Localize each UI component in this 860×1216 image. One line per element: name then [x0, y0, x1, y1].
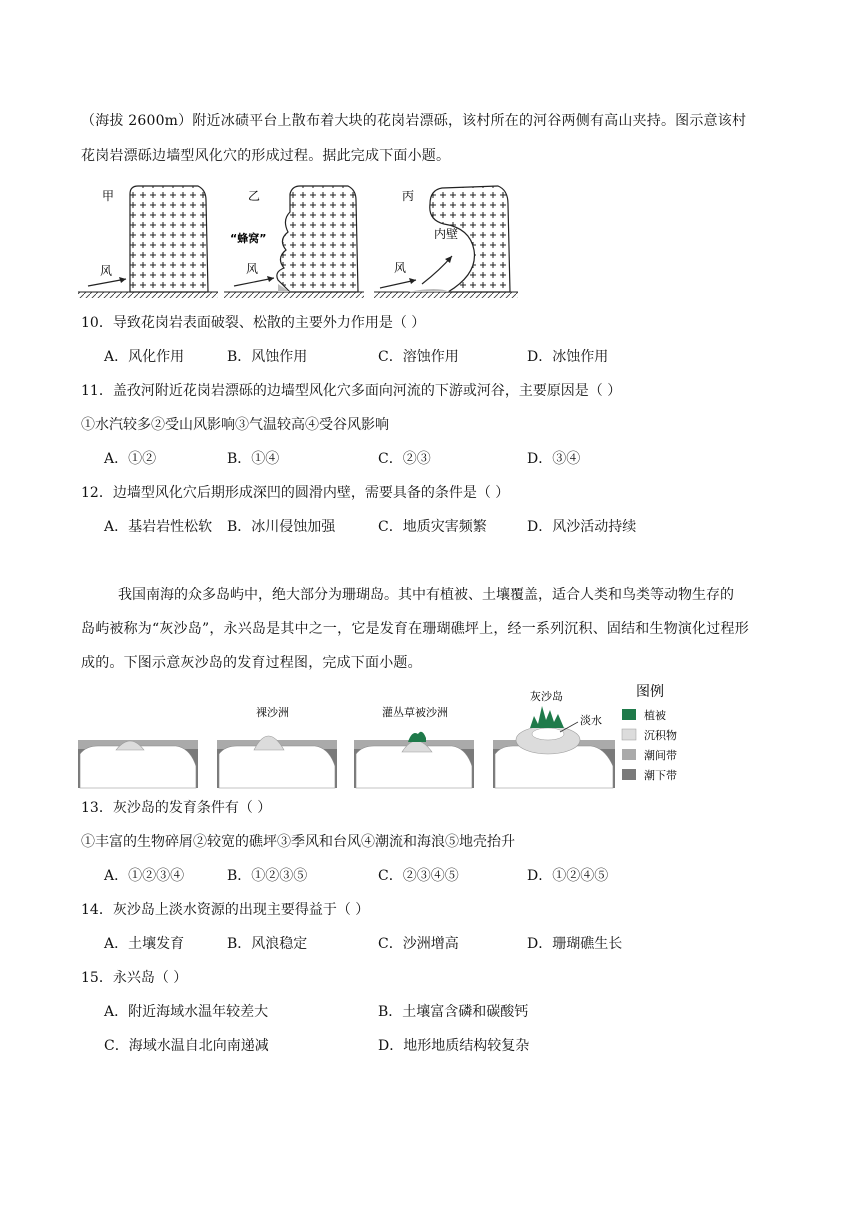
honeycomb-label: “蜂窝” [230, 232, 267, 245]
wind-label-2: 风 [246, 262, 259, 276]
q14-option-d[interactable]: D．珊瑚礁生长 [527, 936, 623, 952]
q13-choices: ①丰富的生物碎屑②较宽的礁坪③季风和台风④潮流和海浪⑤地壳抬升 [81, 834, 515, 850]
panel-jia [78, 186, 218, 298]
stage-label-bare-sand: 裸沙洲 [256, 706, 289, 719]
q15-option-a[interactable]: A．附近海域水温年较差大 [104, 1004, 269, 1020]
legend-label-subtidal: 潮下带 [644, 769, 677, 782]
q15-option-c[interactable]: C．海域水温自北向南递减 [104, 1038, 269, 1054]
q11-option-b[interactable]: B．①④ [227, 451, 280, 467]
intro2-line-3: 成的。下图示意灰沙岛的发育过程图，完成下面小题。 [81, 655, 422, 671]
q11-choices: ①水汽较多②受山风影响③气温较高④受谷风影响 [81, 417, 389, 433]
stage-2 [217, 705, 337, 788]
intro2-line-2: 岛屿被称为“灰沙岛”，永兴岛是其中之一，它是发育在珊瑚礁坪上，经一系列沉积、固结和生物演化过程形 [81, 621, 749, 637]
intro2-line-1: 我国南海的众多岛屿中，绝大部分为珊瑚岛。其中有植被、土壤覆盖，适合人类和鸟类等动物生存的 [118, 587, 734, 603]
legend-label-vegetation: 植被 [644, 709, 666, 722]
question-15-stem: 15．永兴岛（ ） [81, 970, 188, 986]
inner-wall-label: 内壁 [434, 227, 459, 241]
q11-option-c[interactable]: C．②③ [378, 451, 431, 467]
legend [622, 684, 677, 782]
question-11-stem: 11．盖孜河附近花岗岩漂砾的边墙型风化穴多面向河流的下游或河谷，主要原因是（ ） [81, 383, 622, 399]
q12-option-c[interactable]: C．地质灾害频繁 [378, 519, 487, 535]
q12-option-d[interactable]: D．风沙活动持续 [527, 519, 637, 535]
q10-option-d[interactable]: D．冰蚀作用 [527, 349, 609, 365]
stage-1 [78, 740, 198, 788]
stage-label-shrub-sand: 灌丛草被沙洲 [382, 706, 448, 719]
q14-option-c[interactable]: C．沙洲增高 [378, 936, 459, 952]
panel-label-yi: 乙 [248, 189, 261, 203]
weathering-pit-figure [78, 180, 518, 300]
q13-option-c[interactable]: C．②③④⑤ [378, 868, 459, 884]
panel-yi [224, 186, 364, 298]
q15-option-d[interactable]: D．地形地质结构较复杂 [378, 1038, 530, 1054]
legend-swatch-sediment [622, 729, 636, 740]
q14-option-b[interactable]: B．风浪稳定 [227, 936, 308, 952]
q12-option-b[interactable]: B．冰川侵蚀加强 [227, 519, 336, 535]
q11-option-a[interactable]: A．①② [104, 451, 157, 467]
wind-label-3: 风 [394, 261, 407, 275]
q13-option-d[interactable]: D．①②④⑤ [527, 868, 609, 884]
panel-label-jia: 甲 [102, 189, 115, 203]
q10-option-b[interactable]: B．风蚀作用 [227, 349, 308, 365]
intro-paragraph-line-2: 花岗岩漂砾边墙型风化穴的形成过程。据此完成下面小题。 [81, 148, 451, 164]
legend-swatch-subtidal [622, 769, 636, 780]
q13-option-b[interactable]: B．①②③⑤ [227, 868, 308, 884]
question-12-stem: 12．边墙型风化穴后期形成深凹的圆滑内壁，需要具备的条件是（ ） [81, 485, 510, 501]
stage-3 [354, 705, 474, 788]
stage-label-cay: 灰沙岛 [530, 690, 563, 703]
q11-option-d[interactable]: D．③④ [527, 451, 581, 467]
q10-option-c[interactable]: C．溶蚀作用 [378, 349, 459, 365]
legend-title: 图例 [636, 684, 664, 700]
q14-option-a[interactable]: A．土壤发育 [104, 936, 185, 952]
q15-option-b[interactable]: B．土壤富含磷和碳酸钙 [378, 1004, 529, 1020]
legend-swatch-intertidal [622, 749, 636, 760]
q12-option-a[interactable]: A．基岩岩性松软 [104, 519, 213, 535]
legend-label-sediment: 沉积物 [644, 729, 677, 742]
panel-bing [374, 186, 518, 298]
panel-label-bing: 丙 [402, 189, 415, 203]
fresh-water-label: 淡水 [580, 714, 602, 727]
intro-paragraph-line-1: （海拔 2600m）附近冰碛平台上散布着大块的花岗岩漂砾，该村所在的河谷两侧有高山夹持。图示意该村 [81, 113, 747, 129]
coral-island-figure [78, 678, 688, 790]
legend-swatch-vegetation [622, 709, 636, 720]
question-10-stem: 10．导致花岗岩表面破裂、松散的主要外力作用是（ ） [81, 315, 426, 331]
stage-4 [493, 689, 615, 788]
q13-option-a[interactable]: A．①②③④ [104, 868, 185, 884]
q10-option-a[interactable]: A．风化作用 [104, 349, 185, 365]
legend-label-intertidal: 潮间带 [644, 749, 677, 762]
question-14-stem: 14．灰沙岛上淡水资源的出现主要得益于（ ） [81, 902, 370, 918]
question-13-stem: 13．灰沙岛的发育条件有（ ） [81, 800, 272, 816]
wind-label-1: 风 [100, 264, 113, 278]
